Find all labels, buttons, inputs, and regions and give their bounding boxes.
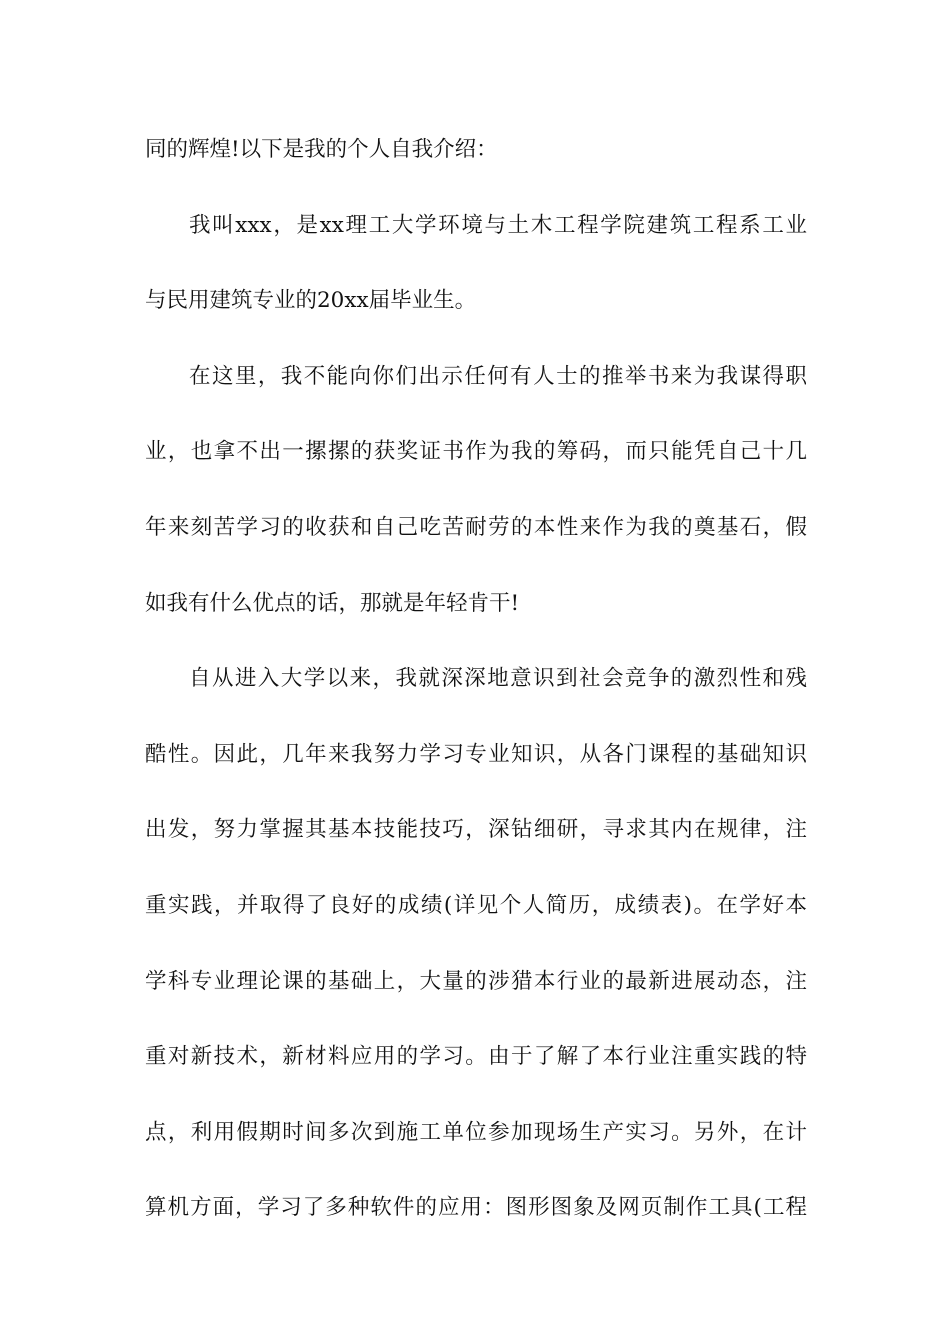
text-line: 重实践，并取得了良好的成绩(详见个人简历，成绩表)。在学好本 xyxy=(145,892,807,918)
paragraph-first-line: 自从进入大学以来，我就深深地意识到社会竞争的激烈性和残 xyxy=(189,666,807,692)
text-line: 算机方面，学习了多种软件的应用：图形图象及网页制作工具(工程 xyxy=(145,1195,807,1221)
text-line: 酷性。因此，几年来我努力学习专业知识，从各门课程的基础知识 xyxy=(145,741,807,767)
text-line: 点，利用假期时间多次到施工单位参加现场生产实习。另外，在计 xyxy=(145,1119,807,1145)
paragraph-first-line: 在这里，我不能向你们出示任何有人士的推举书来为我谋得职 xyxy=(189,363,807,389)
text-line: 出发，努力掌握其基本技能技巧，深钻细研，寻求其内在规律，注 xyxy=(145,817,807,843)
document-body xyxy=(145,112,807,1246)
text-line: 与民用建筑专业的20xx届毕业生。 xyxy=(145,288,477,314)
text-line: 如我有什么优点的话，那就是年轻肯干! xyxy=(145,590,520,616)
text-line: 同的辉煌!以下是我的个人自我介绍： xyxy=(145,137,498,162)
text-line: 年来刻苦学习的收获和自己吃苦耐劳的本性来作为我的奠基石，假 xyxy=(145,514,807,540)
text-line: 业，也拿不出一摞摞的获奖证书作为我的筹码，而只能凭自己十几 xyxy=(145,439,807,465)
text-line: 重对新技术，新材料应用的学习。由于了解了本行业注重实践的特 xyxy=(145,1044,807,1070)
paragraph-first-line: 我叫xxx，是xx理工大学环境与土木工程学院建筑工程系工业 xyxy=(189,212,807,238)
text-line: 学科专业理论课的基础上，大量的涉猎本行业的最新进展动态，注 xyxy=(145,968,807,994)
